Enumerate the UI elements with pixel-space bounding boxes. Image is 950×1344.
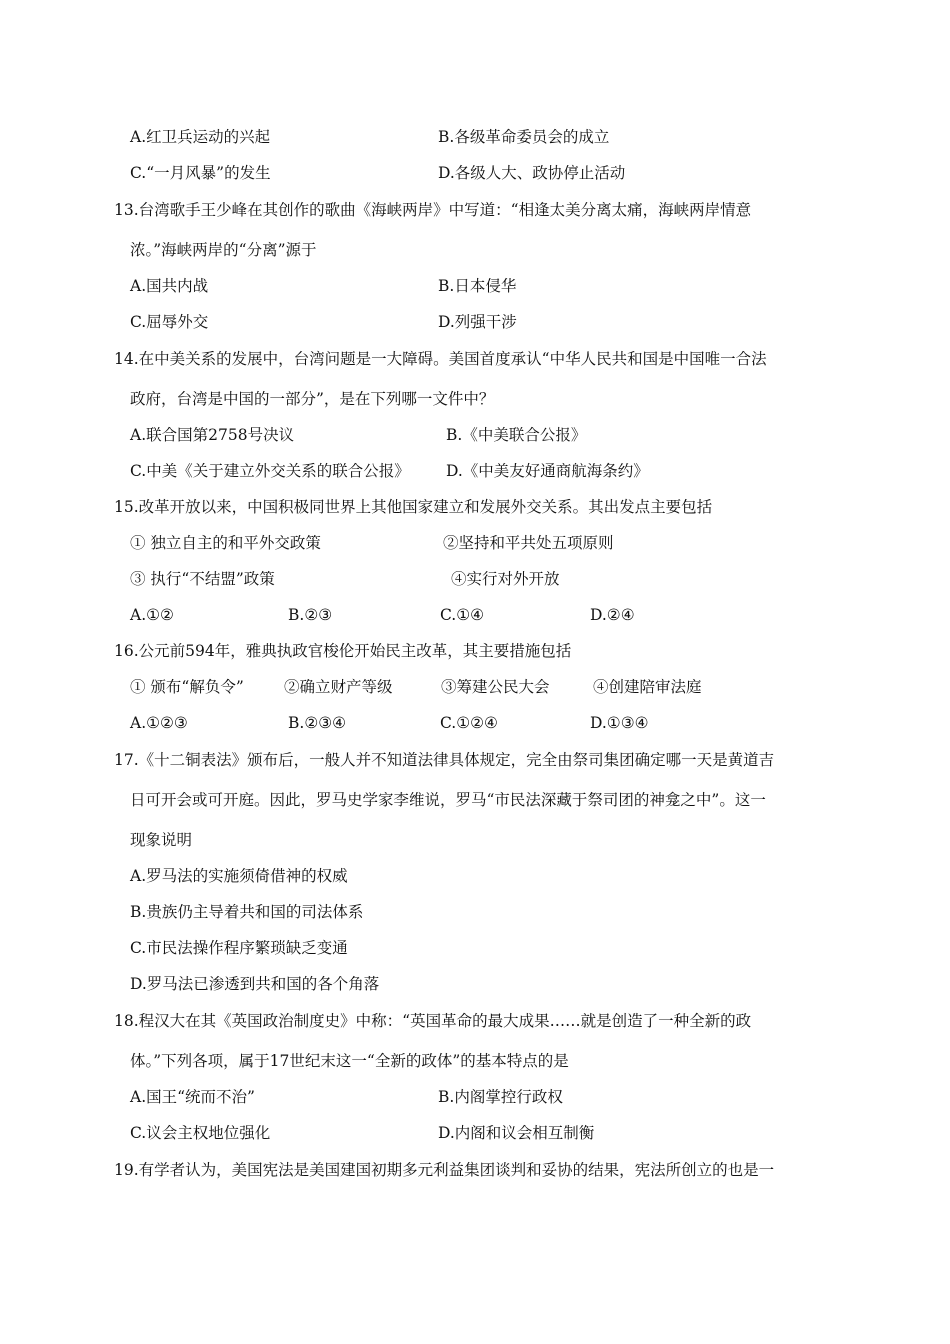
q16-option-a: A.①②③ <box>130 714 188 732</box>
q17-option-c: C.市民法操作程序繁琐缺乏变通 <box>130 939 348 957</box>
q17-stem-line1: 17.《十二铜表法》颁布后，一般人并不知道法律具体规定，完全由祭司集团确定哪一天是黄道吉 <box>114 751 775 769</box>
q16-item-4: ④创建陪审法庭 <box>593 678 702 696</box>
q16-option-d: D.①③④ <box>590 714 649 732</box>
q14-stem-line1: 14.在中美关系的发展中，台湾问题是一大障碍。美国首度承认“中华人民共和国是中国唯一合法 <box>114 350 767 368</box>
q15-option-b: B.②③ <box>288 606 333 624</box>
q17-stem-line3: 现象说明 <box>130 831 193 849</box>
q18-option-b: B.内阁掌控行政权 <box>438 1088 563 1106</box>
q16-option-b: B.②③④ <box>288 714 347 732</box>
q16-option-c: C.①②④ <box>440 714 498 732</box>
q12-option-b: B.各级革命委员会的成立 <box>438 128 610 146</box>
q16-stem-line1: 16.公元前594年，雅典执政官梭伦开始民主改革，其主要措施包括 <box>114 642 572 660</box>
q16-item-2: ②确立财产等级 <box>284 678 393 696</box>
q16-item-3: ③筹建公民大会 <box>441 678 550 696</box>
q17-stem-line2: 日可开会或可开庭。因此，罗马史学家李维说，罗马“市民法深藏于祭司团的神龛之中”。这一 <box>130 791 766 809</box>
q14-stem-line2: 政府，台湾是中国的一部分”，是在下列哪一文件中？ <box>130 390 495 408</box>
q15-stem-line1: 15.改革开放以来，中国积极同世界上其他国家建立和发展外交关系。其出发点主要包括 <box>114 498 713 516</box>
q13-option-d: D.列强干涉 <box>438 313 517 331</box>
q15-item-1: ① 独立自主的和平外交政策 <box>130 534 321 552</box>
q15-option-d: D.②④ <box>590 606 635 624</box>
q13-stem-line1: 13.台湾歌手王少峰在其创作的歌曲《海峡两岸》中写道：“相逢太美分离太痛，海峡两岸情意 <box>114 201 752 219</box>
q14-option-b: B.《中美联合公报》 <box>446 426 587 444</box>
q18-option-a: A.国王“统而不治” <box>130 1088 255 1106</box>
q18-stem-line1: 18.程汉大在其《英国政治制度史》中称：“英国革命的最大成果……就是创造了一种全新的政 <box>114 1012 752 1030</box>
q15-item-2: ②坚持和平共处五项原则 <box>443 534 614 552</box>
q15-item-3: ③ 执行“不结盟”政策 <box>130 570 275 588</box>
q13-stem-line2: 浓。”海峡两岸的“分离”源于 <box>130 241 317 259</box>
q13-option-b: B.日本侵华 <box>438 277 517 295</box>
q12-option-c: C.“一月风暴”的发生 <box>130 164 271 182</box>
q12-option-d: D.各级人大、政协停止活动 <box>438 164 626 182</box>
q15-option-c: C.①④ <box>440 606 485 624</box>
q13-option-c: C.屈辱外交 <box>130 313 209 331</box>
q18-option-d: D.内阁和议会相互制衡 <box>438 1124 595 1142</box>
q14-option-c: C.中美《关于建立外交关系的联合公报》 <box>130 462 410 480</box>
q18-option-c: C.议会主权地位强化 <box>130 1124 271 1142</box>
q18-stem-line2: 体。”下列各项，属于17世纪末这一“全新的政体”的基本特点的是 <box>130 1052 569 1070</box>
q17-option-d: D.罗马法已渗透到共和国的各个角落 <box>130 975 380 993</box>
q16-item-1: ① 颁布“解负令” <box>130 678 244 696</box>
q19-stem-line1: 19.有学者认为，美国宪法是美国建国初期多元利益集团谈判和妥协的结果，宪法所创立的也是一 <box>114 1161 775 1179</box>
q17-option-a: A.罗马法的实施须倚借神的权威 <box>130 867 348 885</box>
q13-option-a: A.国共内战 <box>130 277 209 295</box>
q17-option-b: B.贵族仍主导着共和国的司法体系 <box>130 903 364 921</box>
q15-option-a: A.①② <box>130 606 174 624</box>
q12-option-a: A.红卫兵运动的兴起 <box>130 128 271 146</box>
q14-option-d: D.《中美友好通商航海条约》 <box>446 462 649 480</box>
q15-item-4: ④实行对外开放 <box>451 570 560 588</box>
q14-option-a: A.联合国第2758号决议 <box>130 426 295 444</box>
